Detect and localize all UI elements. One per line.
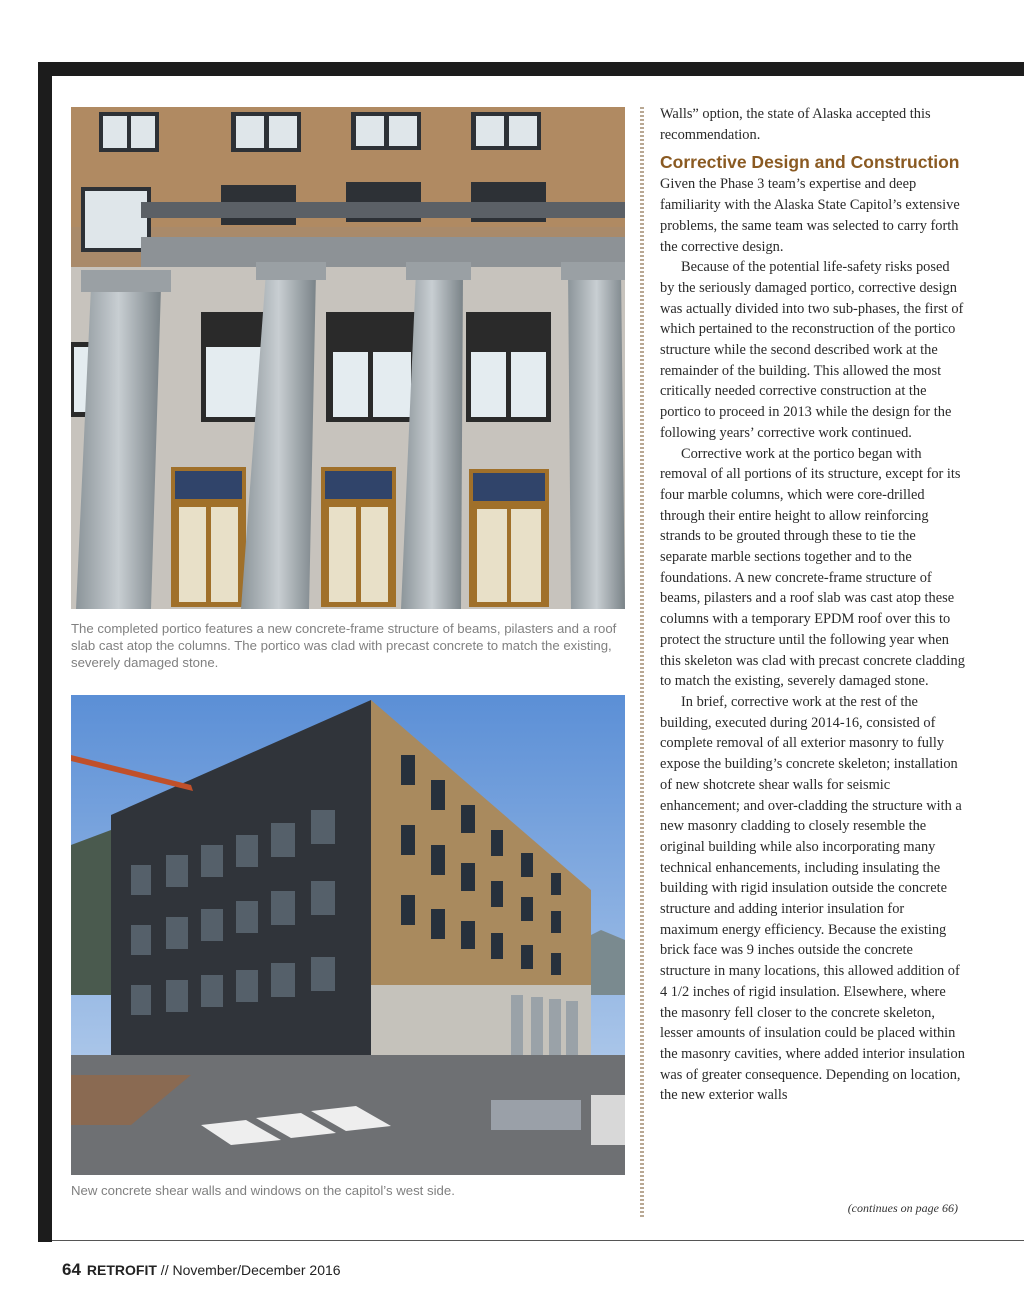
portico-photo bbox=[71, 107, 625, 609]
column-divider bbox=[640, 107, 644, 1217]
left-border-bar bbox=[38, 62, 52, 1242]
continues-note: (continues on page 66) bbox=[847, 1201, 958, 1215]
west-side-photo bbox=[71, 695, 625, 1175]
issue-date: November/December 2016 bbox=[172, 1262, 341, 1278]
paragraph: Because of the potential life-safety risks posed by the seriously damaged portico, corrective design was actually divided into two sub-phases, the first of which pertained to the reconstruction of the portico structure while the second described work at the remainder of the building. This allowed the most critically needed corrective construction at the portico to proceed in 2013 while the design for the following years’ corrective work continued. bbox=[660, 259, 964, 441]
paragraph: Given the Phase 3 team’s expertise and deep familiarity with the Alaska State Capitol’s extensive problems, the same team was selected to carry forth the corrective design. bbox=[660, 176, 960, 255]
top-border-bar bbox=[38, 62, 1024, 76]
section-heading: Corrective Design and Construction bbox=[660, 152, 960, 173]
footer-separator: // bbox=[156, 1262, 173, 1278]
west-side-photo-caption: New concrete shear walls and windows on the capitol’s west side. bbox=[71, 1183, 455, 1198]
page-footer bbox=[62, 1260, 341, 1280]
magazine-name: RETROFIT bbox=[86, 1262, 157, 1278]
paragraph: Corrective work at the portico began with removal of all portions of its structure, except for its four marble columns, which were core-drilled through their entire height to allow reinforcing strands to be grouted through these to tie the separate marble sections together and to the foundations. A new concrete-frame structure of beams, pilasters and a roof slab was cast atop these columns with a temporary EPDM roof over this to protect the structure until the following year when this skeleton was clad with precast concrete cladding to match the existing, severely damaged stone. bbox=[660, 445, 965, 690]
lead-paragraph: Walls” option, the state of Alaska accepted this recommendation. bbox=[660, 106, 931, 143]
paragraph: In brief, corrective work at the rest of the building, executed during 2014-16, consisted of complete removal of all exterior masonry to fully expose the building’s concrete skeleton; installation of new shotcrete shear walls for seismic enhancement; and over-cladding the structure with a new masonry cladding to closely resemble the original building while also incorporating many technical enhancements, including insulating the building with rigid insulation outside the concrete structure and adding interior insulation for maximum energy efficiency. Because the existing brick face was 9 inches outside the concrete structure in many locations, this allowed addition of 4 1/2 inches of rigid insulation. Elsewhere, where the masonry fell closer to the concrete skeleton, lesser amounts of insulation could be placed within the masonry cavities, where added interior insulation was of greater consequence. Depending on location, the new exterior walls bbox=[660, 693, 965, 1104]
footer-rule bbox=[52, 1240, 1024, 1241]
portico-photo-caption: The completed portico features a new concrete-frame structure of beams, pilasters and a roof slab cast atop the columns. The portico was clad with precast concrete to match the existing, severely damaged stone. bbox=[71, 621, 617, 670]
page-number: 64 bbox=[62, 1260, 81, 1279]
article-column bbox=[660, 104, 966, 1106]
